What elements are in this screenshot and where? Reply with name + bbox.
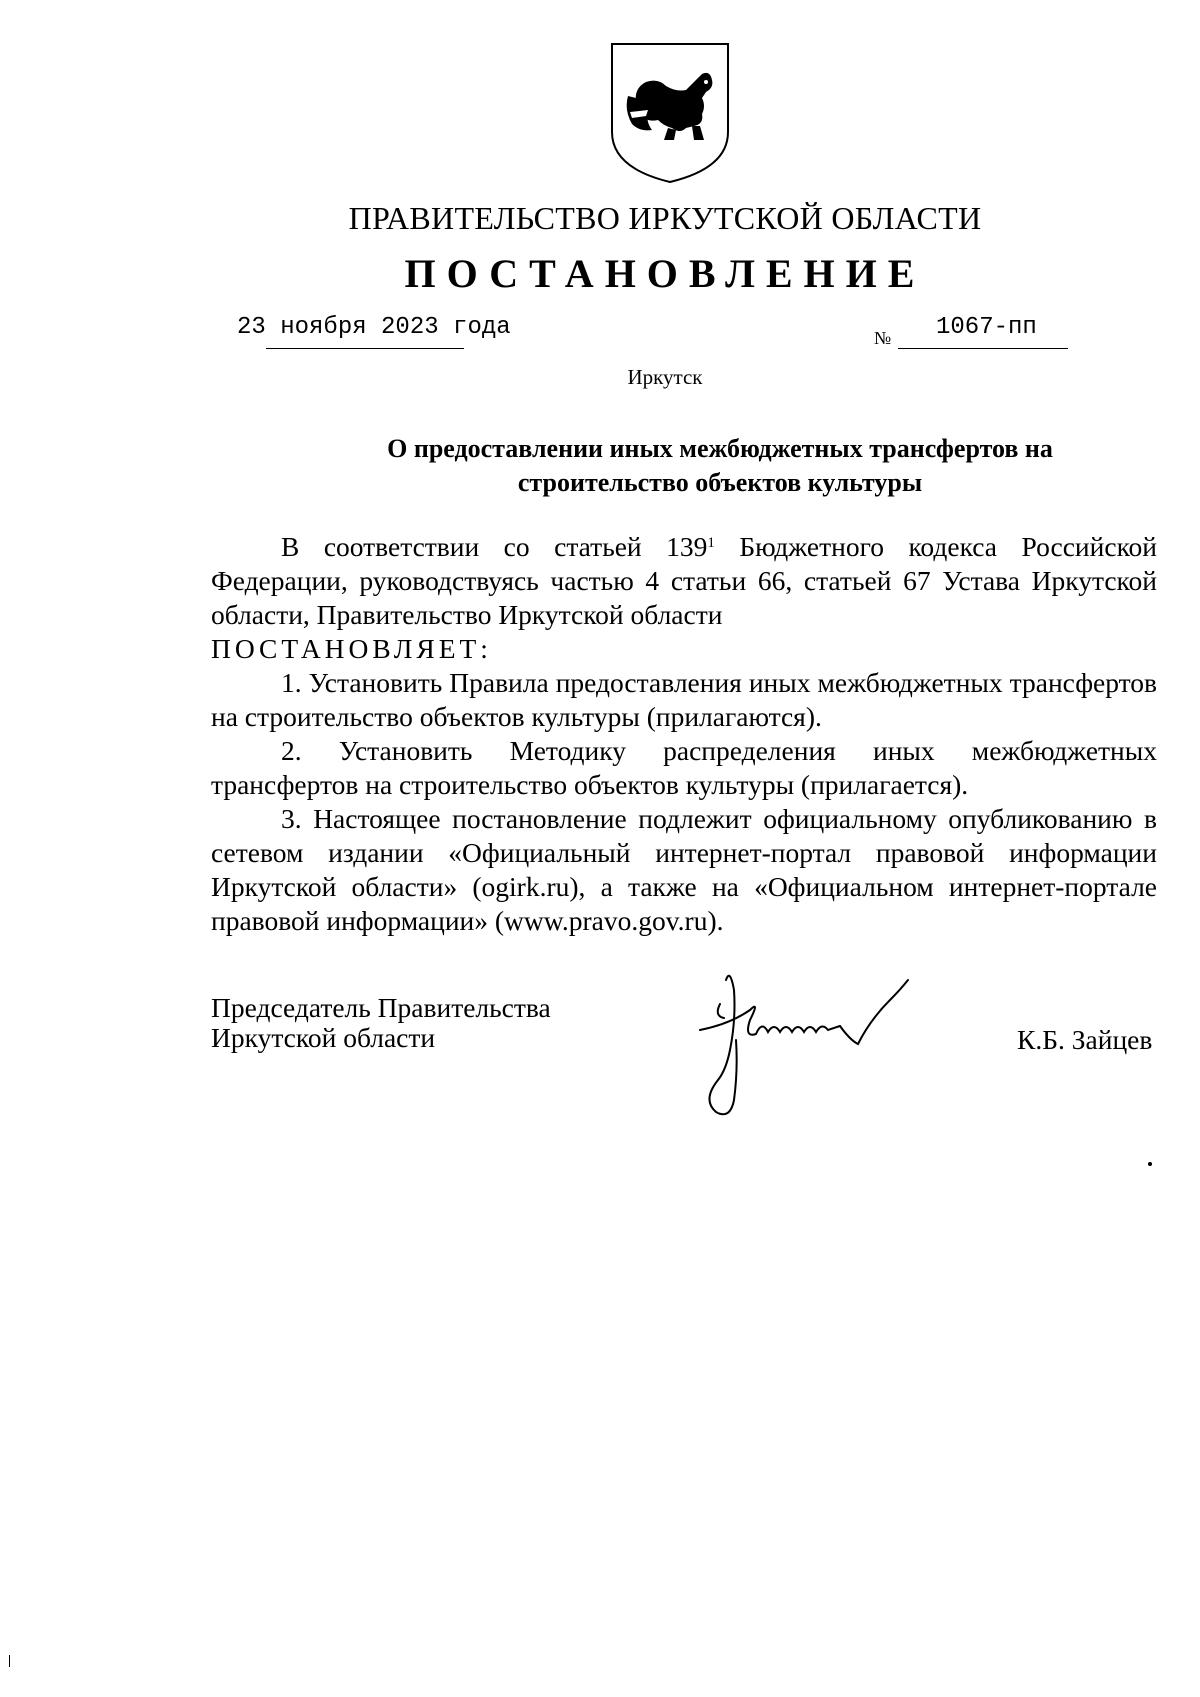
preamble-paragraph [211,530,1157,632]
decree-item-1: 1. Установить Правила предоставления иных межбюджетных трансфертов на строительство объектов культуры (прилагаются). [211,667,1157,732]
city: Иркутск [627,365,703,389]
number-underline [898,348,1068,349]
scan-speck [1148,1162,1152,1166]
document-type: ПОСТАНОВЛЕНИЕ [404,251,926,296]
article-superscript: 1 [707,535,715,551]
document-title [0,432,1200,500]
scan-mark [9,1655,10,1667]
document-date: 23 ноября 2023 года [237,314,511,341]
decree-item-2: 2. Установить Методику распределения иных межбюджетных трансфертов на строительство объектов культуры (прилагается). [211,735,1157,800]
preamble-text-continued: Бюджетного кодекса Российской Федерации, руководствуясь частью 4 статьи 66, статьей 67 Устава Иркутской области, Правительство Иркутской области [211,531,1157,630]
coat-of-arms-icon [606,40,734,186]
document-number: 1067-пп [936,314,1037,341]
signer-position-line-2: Иркутской области [211,1022,436,1053]
decree-word: ПОСТАНОВЛЯЕТ: [211,633,492,664]
title-line-2: строительство объектов культуры [517,468,923,497]
handwritten-signature-icon [690,960,950,1120]
number-sign: № [874,328,892,348]
date-underline [266,348,464,349]
signer-position [211,993,551,1053]
organization-name: ПРАВИТЕЛЬСТВО ИРКУТСКОЙ ОБЛАСТИ [348,200,982,236]
title-line-1: О предоставлении иных межбюджетных трансфертов на [387,434,1053,463]
preamble-text: В соответствии со статьей 139 [281,531,708,562]
signer-position-line-1: Председатель Правительства [211,992,551,1023]
decree-item-3: 3. Настоящее постановление подлежит официальному опубликованию в сетевом издании «Официальный интернет-портал правовой информации Иркутской области» (ogirk.ru), а также на «Официальном интернет-портале правовой информации» (www.pravo.gov.ru). [211,803,1157,936]
signer-name: К.Б. Зайцев [1017,1024,1153,1055]
